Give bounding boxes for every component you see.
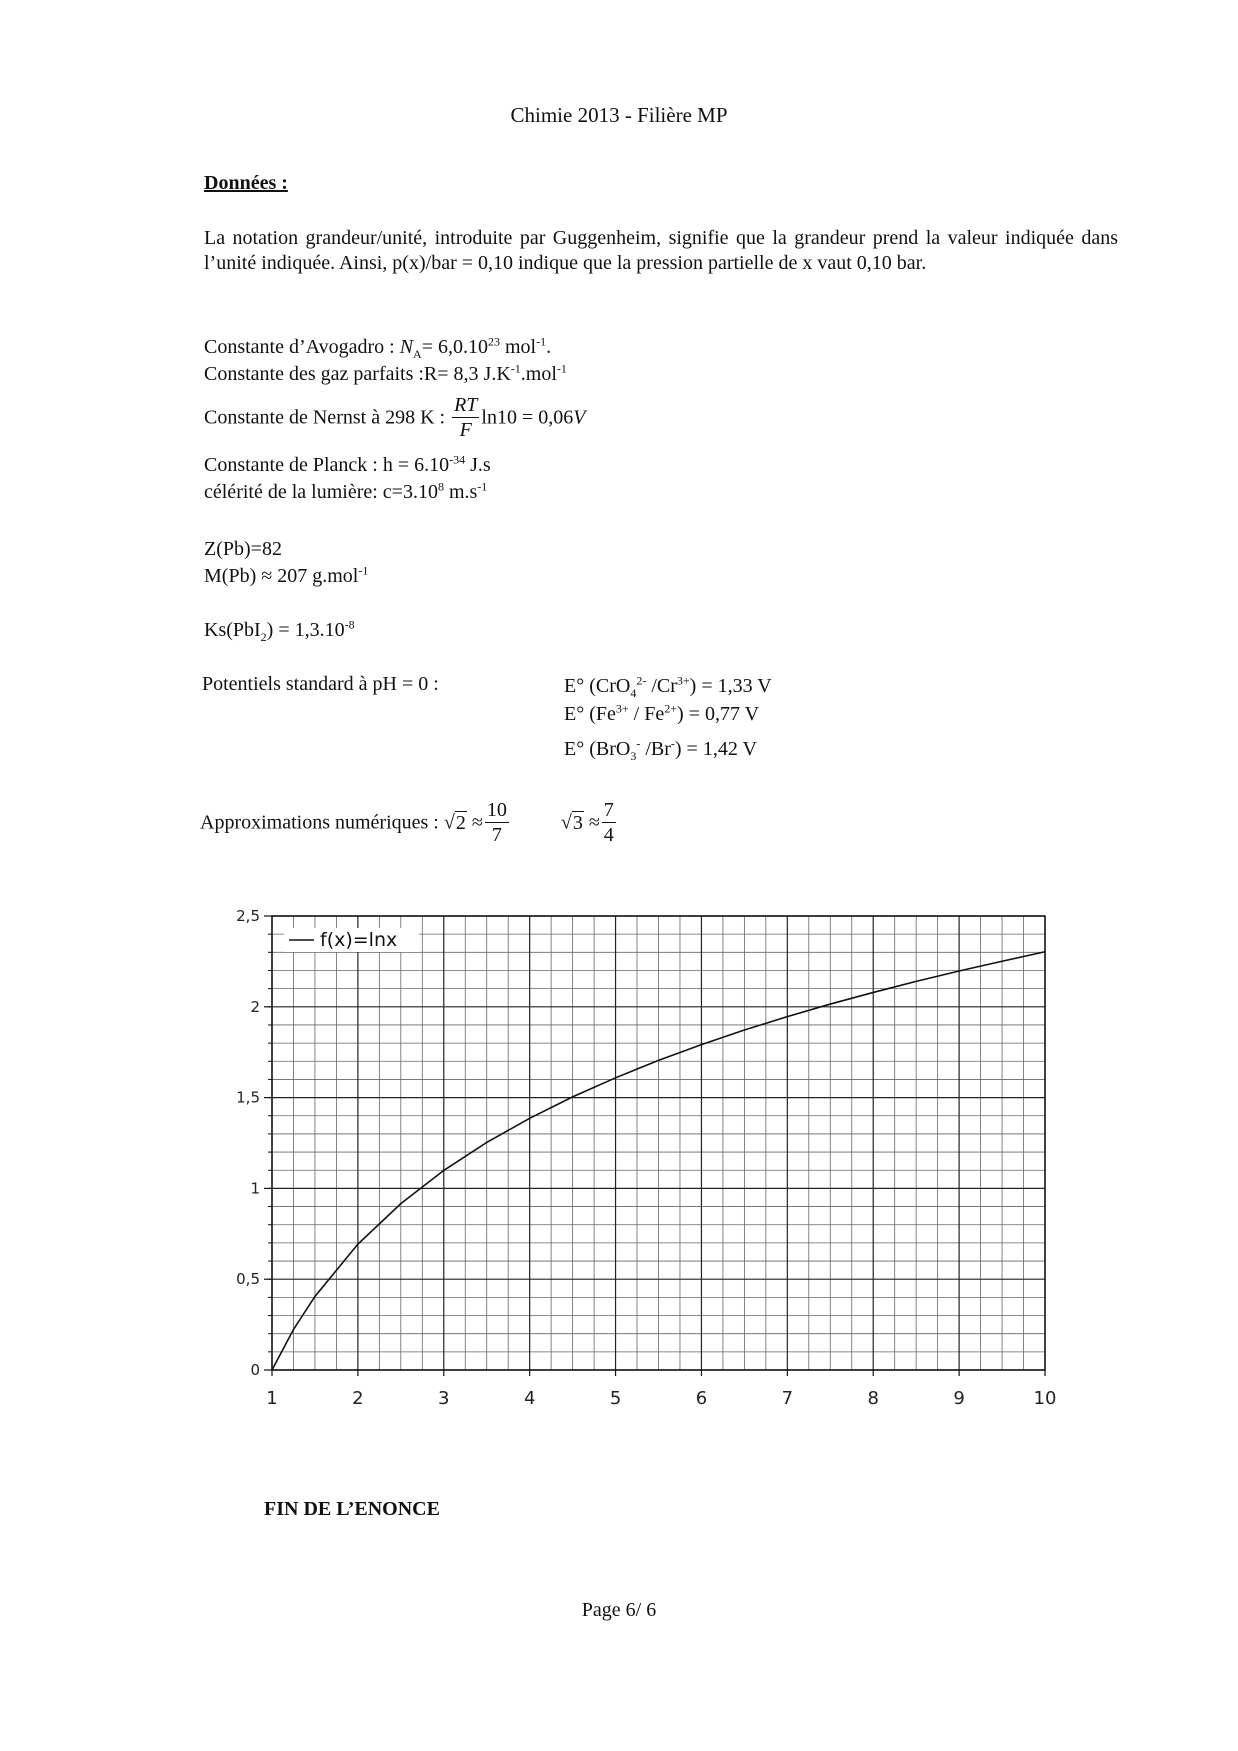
chart-x-tick-labels bbox=[266, 1388, 1056, 1409]
potential-fe3-fe2: E° $(Fe^{3+} / Fe^{2+}) = 0,77$ V bbox=[564, 701, 760, 725]
pbi2-solubility-product: $Ks(PbI_2) = 1,3.10^{-8}$ bbox=[204, 617, 355, 644]
x-tick-label: 5 bbox=[609, 1388, 622, 1409]
y-tick-label: 1 bbox=[250, 1179, 260, 1198]
planck-constant: Constante de Planck : $h = 6.10^{-34}$ J.s bbox=[204, 452, 491, 476]
chart-ticks bbox=[264, 916, 1045, 1376]
chart-legend bbox=[284, 928, 419, 952]
x-tick-label: 1 bbox=[266, 1388, 278, 1409]
light-speed: célérité de la lumière: $c=3.10^8$ $m.s^{-1}$ bbox=[204, 479, 488, 503]
x-tick-label: 4 bbox=[523, 1388, 536, 1409]
y-tick-label: 0,5 bbox=[236, 1270, 260, 1289]
avogadro-constant: Constante d’Avogadro : $N_A= 6,0.10^{23}$ mol$^{-1}$. bbox=[204, 334, 552, 361]
numeric-approximations: Approximations numériques : √2 ≈ $\frac{10}{7}$ √3 ≈ $\frac{7}{4}$ bbox=[200, 799, 614, 846]
potential-bro3-br: E° (BrO$_3$- /Br-) = 1,42 V bbox=[564, 736, 757, 763]
chart-minor-grid bbox=[272, 916, 1045, 1370]
chart-y-tick-labels bbox=[236, 907, 260, 1379]
potential-cro4-cr: E° (CrO$_4^{2-}$ $/Cr^{3+}) = 1,33$ V bbox=[564, 673, 772, 700]
x-tick-label: 9 bbox=[953, 1388, 965, 1409]
y-tick-label: 2,5 bbox=[236, 907, 260, 925]
potentials-label: Potentiels standard à pH = 0 : bbox=[202, 673, 439, 695]
x-tick-label: 2 bbox=[352, 1388, 364, 1409]
y-tick-label: 0 bbox=[250, 1361, 260, 1379]
section-title: Données : bbox=[204, 172, 288, 194]
nernst-constant: Constante de Nernst à 298 K : $\frac{RT}{F}$ ln10 = 0,06V bbox=[204, 394, 586, 441]
y-tick-label: 1,5 bbox=[236, 1088, 260, 1107]
lead-atomic-number: Z(Pb)=82 bbox=[204, 538, 282, 560]
x-tick-label: 8 bbox=[867, 1388, 879, 1409]
x-tick-label: 6 bbox=[695, 1388, 708, 1409]
legend-label: f(x)=lnx bbox=[320, 929, 398, 951]
page-number: Page 6/ 6 bbox=[581, 1599, 657, 1621]
x-tick-label: 7 bbox=[781, 1388, 794, 1409]
page-header: Chimie 2013 - Filière MP bbox=[510, 103, 728, 127]
intro-paragraph: La notation grandeur/unité, introduite par Guggenheim, signifie que la grandeur prend la valeur indiquée dans l’unité indiquée. Ainsi, p(x)/bar = 0,10 indique que la pression partielle de x vaut 0,10 bar. bbox=[204, 227, 1118, 274]
x-tick-label: 3 bbox=[438, 1388, 450, 1409]
x-tick-label: 10 bbox=[1033, 1388, 1057, 1409]
gas-constant: Constante des gaz parfaits :R= 8,3 $J.K^{-1}.mol^{-1}$ bbox=[204, 361, 567, 385]
y-tick-label: 2 bbox=[250, 997, 260, 1016]
lead-molar-mass: M(Pb) ≈ 207 g.mol$^{-1}$ bbox=[204, 563, 369, 587]
end-of-statement: FIN DE L’ENONCE bbox=[264, 1498, 440, 1520]
